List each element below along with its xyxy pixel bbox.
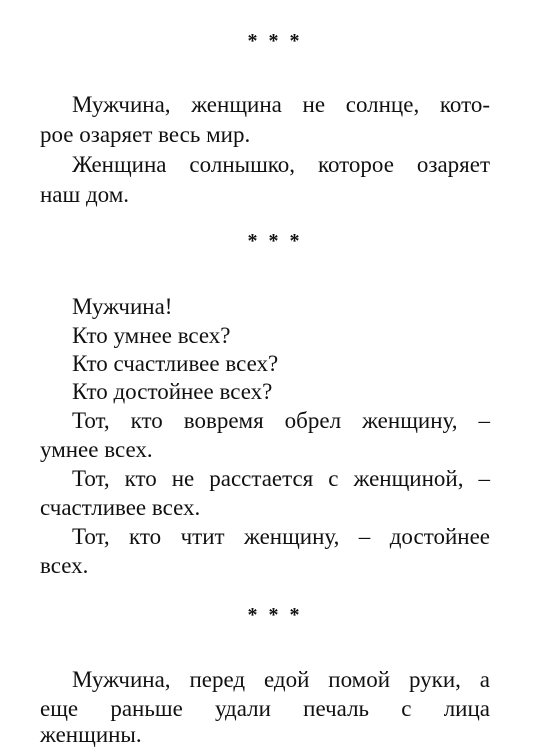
text-line: Женщина солнышко, которое озаряет [72,152,490,177]
section-divider: * * * [247,604,303,626]
text-line: умнее всех. [40,437,153,462]
text-line: Мужчина! [72,294,173,319]
text-line: Тот, кто не расстается с женщиной, – [72,466,490,491]
text-line: всех. [40,553,89,578]
section-divider: * * * [247,230,303,252]
text-line: Тот, кто чтит женщину, – достойнее [72,524,490,549]
text-line: Мужчина, перед едой помой руки, а [72,667,490,692]
text-line: женщины. [40,722,142,747]
text-line: Кто достойнее всех? [72,379,273,404]
section-divider: * * * [247,30,303,52]
text-line: Кто счастливее всех? [72,351,279,376]
text-line: Мужчина, женщина не солнце, кото- [72,92,490,117]
text-line: наш дом. [40,182,130,207]
text-line: рое озаряет весь мир. [40,122,251,147]
text-line: Тот, кто вовремя обрел женщину, – [72,408,490,433]
text-line: Кто умнее всех? [72,323,231,348]
text-line: счастливее всех. [40,495,201,520]
text-line: еще раньше удали печаль с лица [40,696,490,721]
